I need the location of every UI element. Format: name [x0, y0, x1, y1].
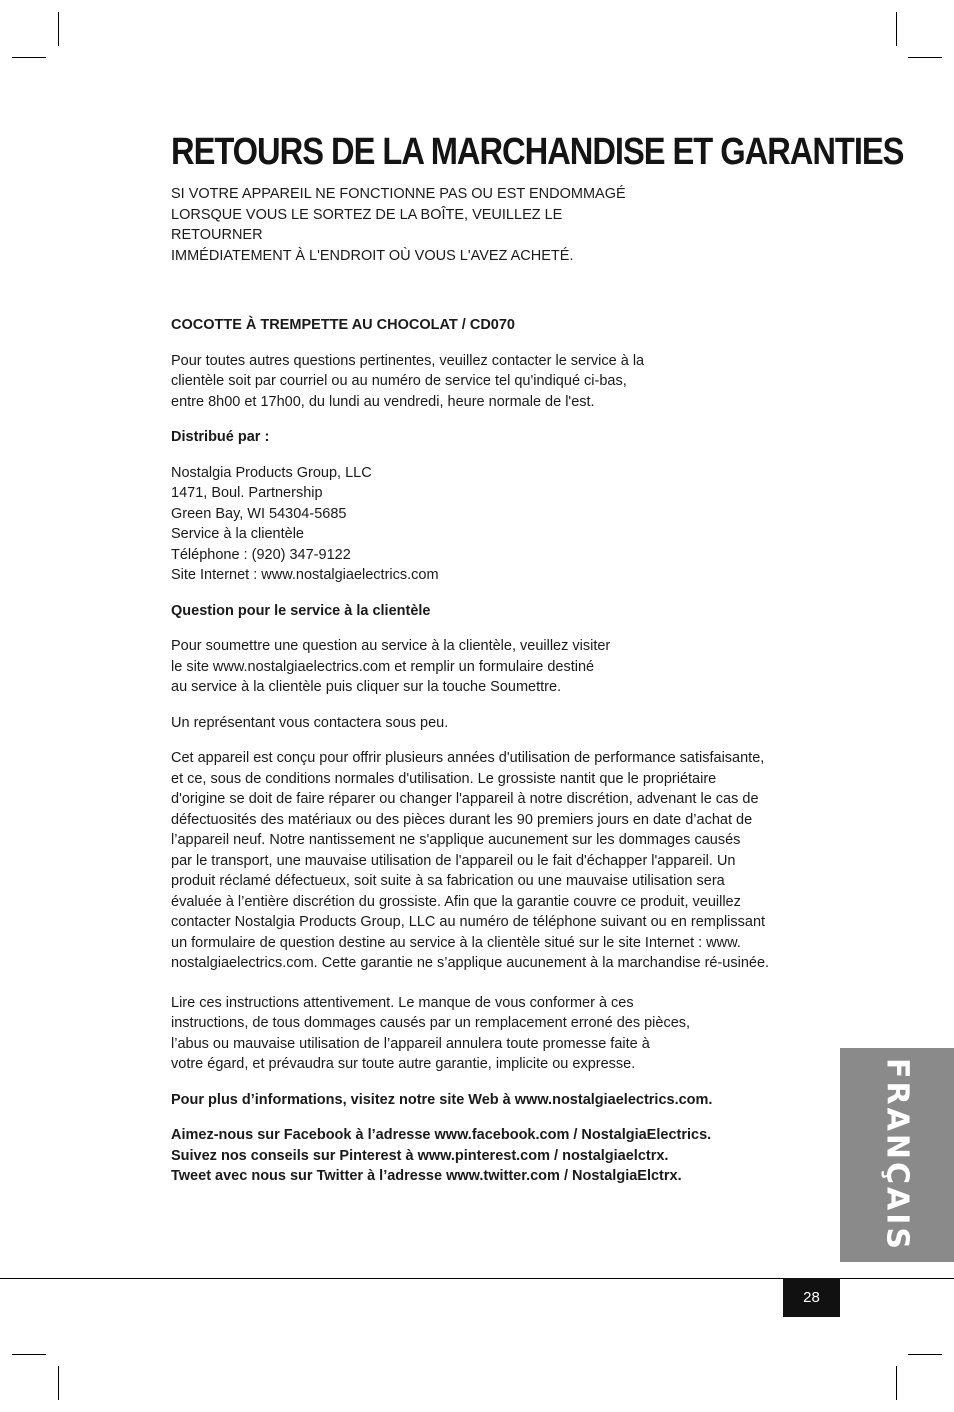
crop-mark [58, 1366, 59, 1400]
instructions-paragraph: Lire ces instructions attentivement. Le manque de vous conformer à ces instructions, de tous dommages causés par un remplacement erroné des pièces, l’abus ou mauvaise utilisation de l’appareil annulera toute promesse faite à votre égard, et prévaudra sur toute autre garantie, implicite ou expresse. [171, 994, 691, 1072]
representative-note: Un représentant vous contactera sous peu. [171, 714, 449, 731]
language-tab-label: FRANÇAIS [879, 1058, 915, 1252]
page-number: 28 [783, 1278, 840, 1317]
crop-mark [12, 1354, 46, 1355]
product-heading: COCOTTE À TREMPETTE AU CHOCOLAT / CD070 [171, 317, 515, 333]
language-tab [840, 1048, 954, 1262]
address-block: Nostalgia Products Group, LLC 1471, Boul. Partnership Green Bay, WI 54304-5685 Service à la clientèle Téléphone : (920) 347-9122 Site Internet : www.nostalgiaelectrics.com [171, 464, 439, 583]
contact-paragraph: Pour toutes autres questions pertinentes, veuillez contacter le service à la clientèle soit par courriel ou au numéro de service tel qu'indiqué ci-bas, entre 8h00 et 17h00, du lundi au vendredi, heure normale de l'est. [171, 352, 645, 410]
crop-mark [12, 57, 46, 58]
crop-mark [896, 12, 897, 46]
more-info-line: Pour plus d’informations, visitez notre site Web à www.nostalgiaelectrics.com. [171, 1091, 713, 1108]
facebook-line: Aimez-nous sur Facebook à l’adresse www.facebook.com / NostalgiaElectrics. [171, 1127, 712, 1143]
pinterest-line: Suivez nos conseils sur Pinterest à www.pinterest.com / nostalgiaelctrx. [171, 1147, 669, 1164]
social-links [171, 1125, 831, 1187]
question-paragraph: Pour soumettre une question au service à la clientèle, veuillez visiter le site www.nostalgiaelectrics.com et remplir un formulaire destiné au service à la clientèle puis cliquer sur la touche Soumettre. [171, 638, 611, 695]
page-title: RETOURS DE LA MARCHANDISE ET GARANTIES [171, 131, 904, 173]
crop-mark [896, 1366, 897, 1400]
distributed-heading: Distribué par : [171, 429, 270, 445]
crop-mark [908, 1354, 942, 1355]
question-heading: Question pour le service à la clientèle [171, 602, 431, 619]
crop-mark [58, 12, 59, 46]
intro-notice: SI VOTRE APPAREIL NE FONCTIONNE PAS OU EST ENDOMMAGÉ LORSQUE VOUS LE SORTEZ DE LA BOÎTE, VEUILLEZ LE RETOURNER IMMÉDIATEMENT À L'ENDROIT OÙ VOUS L'AVEZ ACHETÉ. [171, 186, 626, 264]
crop-mark [908, 57, 942, 58]
warranty-paragraph: Cet appareil est conçu pour offrir plusieurs années d'utilisation de performance satisfaisante, et ce, sous de conditions normales d'utilisation. Le grossiste nantit que le propriétaire d'origine se doit de faire réparer ou changer l'appareil à notre discrétion, advenant le cas de défectuosités des matériaux ou des pièces durant les 90 premiers jours en date d’achat de l’appareil neuf. Notre nantissement ne s'applique aucunement sur les dommages causés par le transport, une mauvaise utilisation de l'appareil ou le fait d'échapper l'appareil. Un produit réclamé défectueux, soit suite à sa fabrication ou une mauvaise utilisation sera évaluée à l’entière discrétion du grossiste. Afin que la garantie couvre ce produit, veuillez contacter Nostalgia Products Group, LLC au numéro de téléphone suivant ou en remplissant un formulaire de question destine au service à la clientèle situé sur le site Internet : www. nostalgiaelectrics.com. Cette garantie ne s’applique aucunement à la marchandise ré-usinée. [171, 750, 770, 971]
twitter-line: Tweet avec nous sur Twitter à l’adresse www.twitter.com / NostalgiaElctrx. [171, 1168, 682, 1184]
